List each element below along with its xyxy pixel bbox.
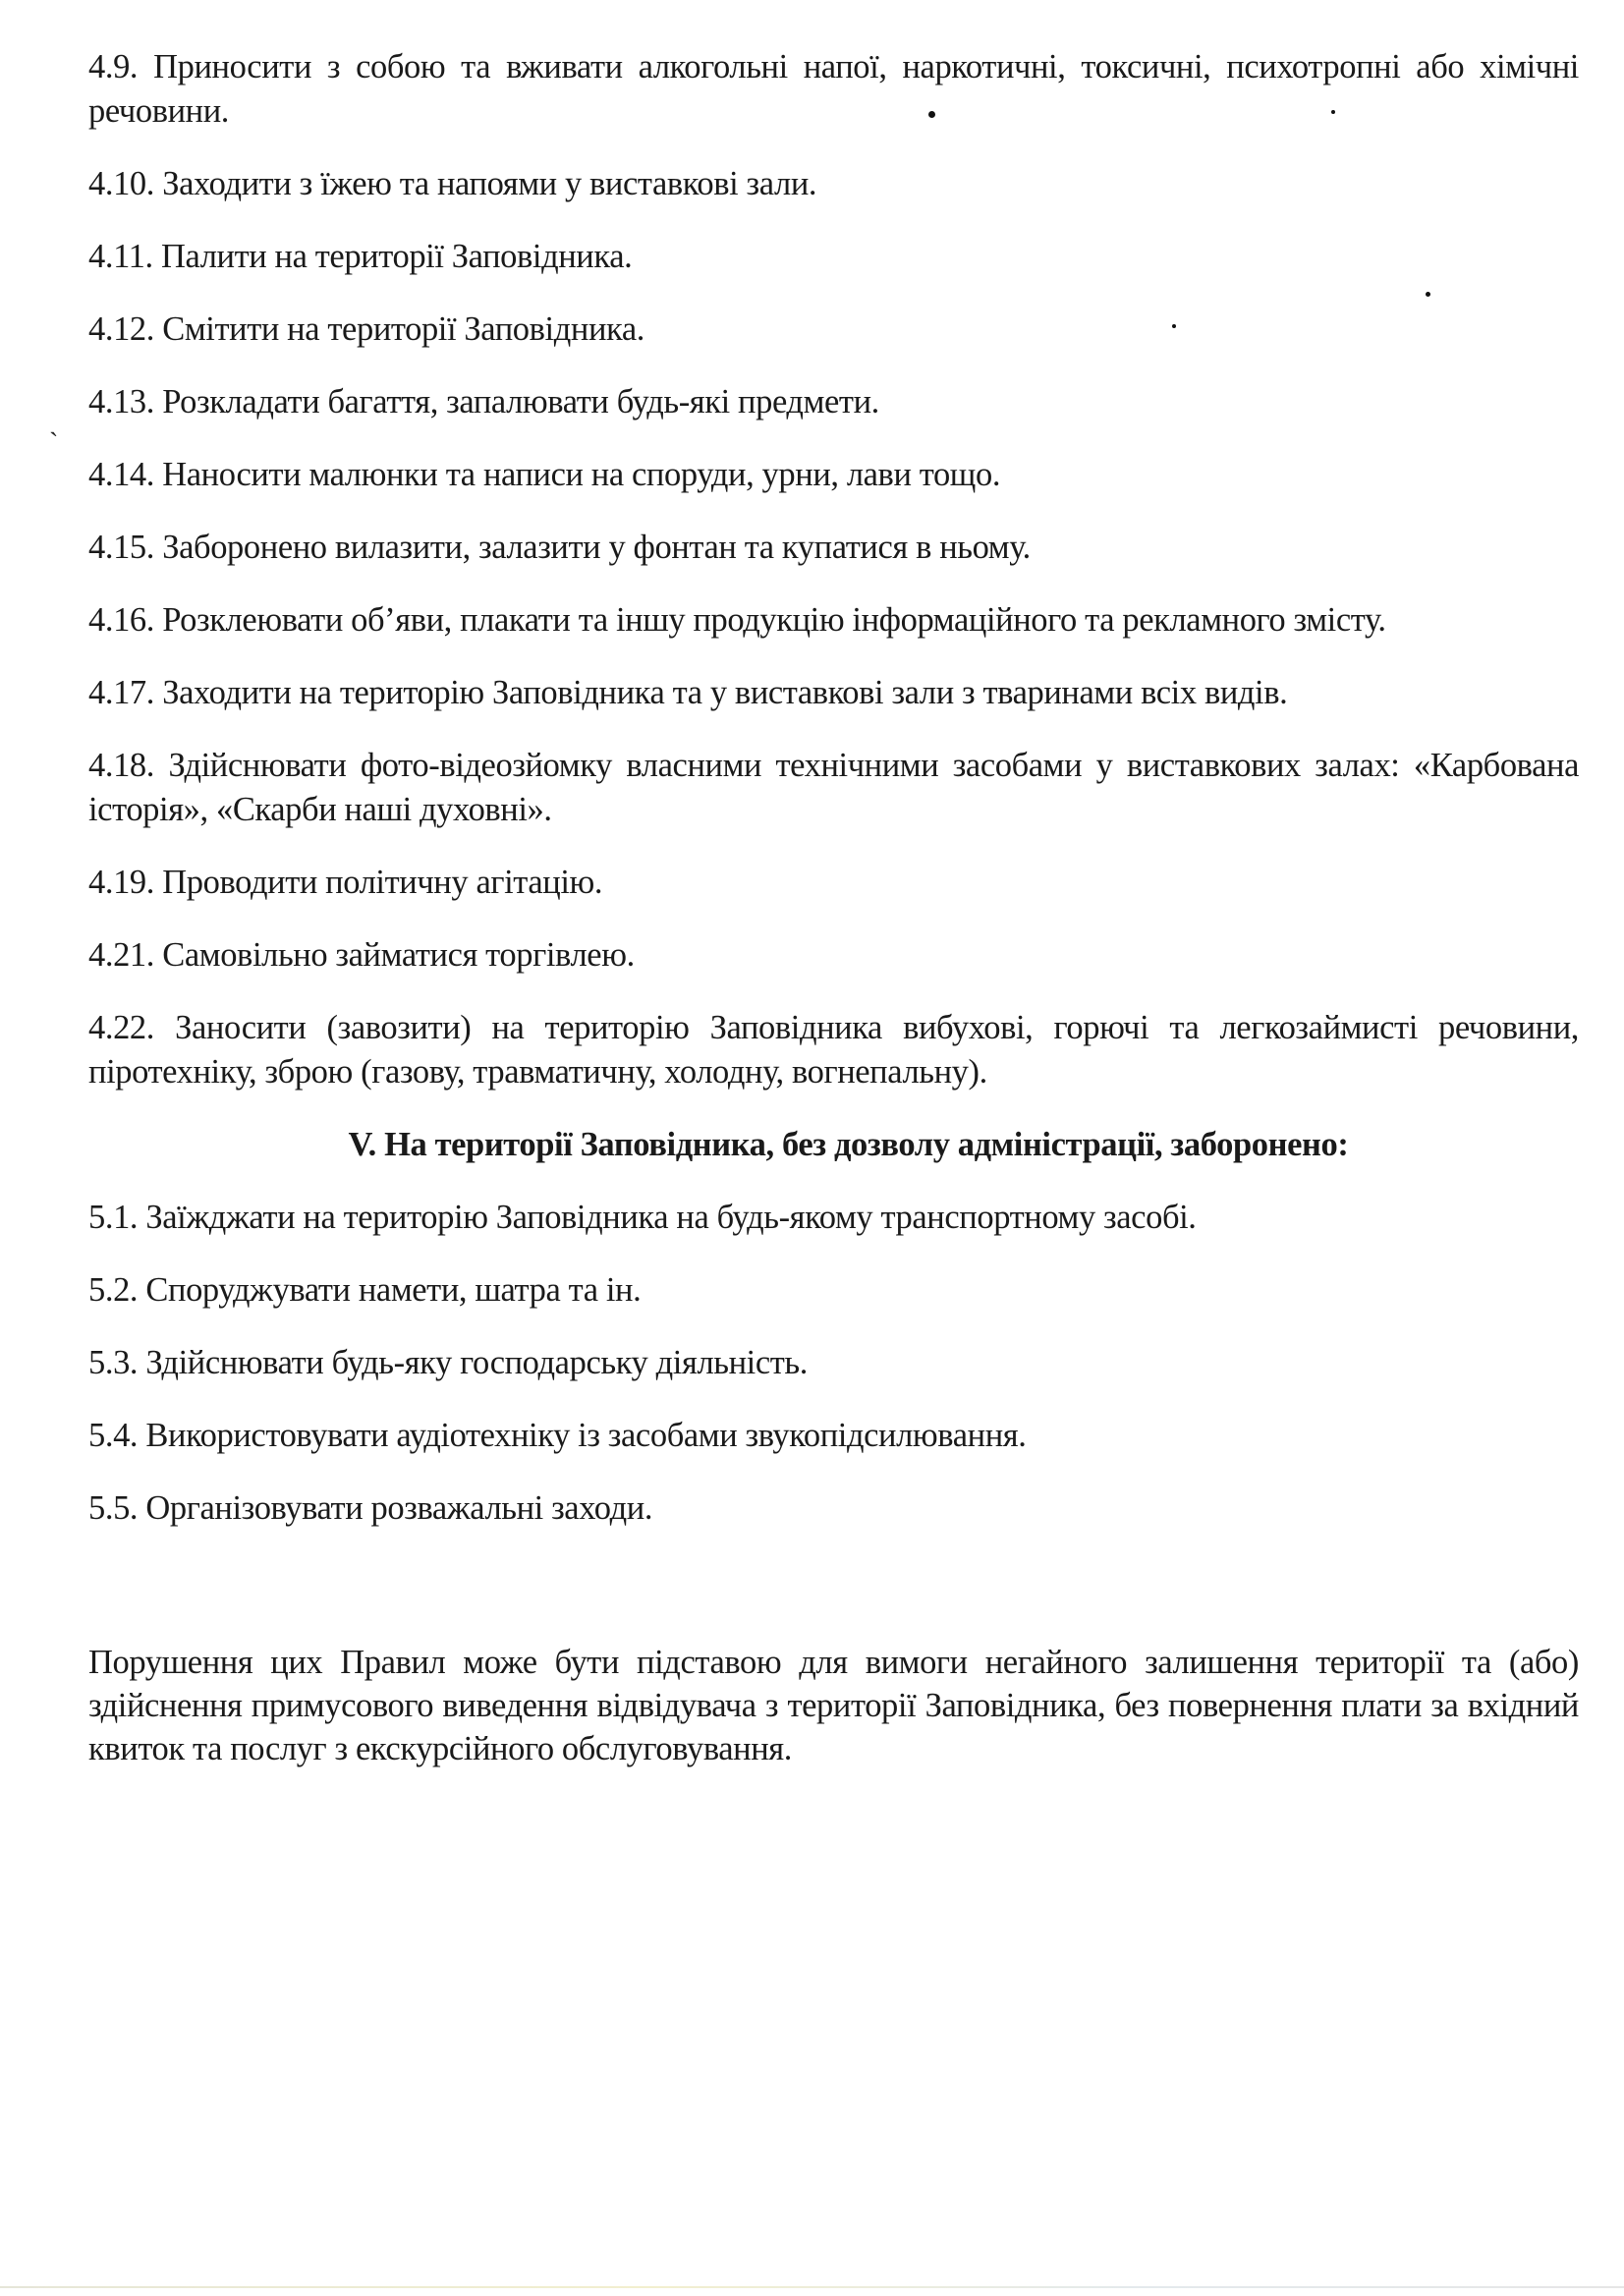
rule-text: Самовільно займатися торгівлею.	[162, 936, 635, 974]
scan-speck	[1426, 292, 1430, 297]
rule-item-4-19	[88, 861, 1579, 905]
rule-item-4-22	[88, 1006, 1579, 1094]
rule-item-5-4	[88, 1414, 1579, 1458]
rule-item-4-16	[88, 598, 1579, 643]
rule-item-5-2	[88, 1268, 1579, 1313]
rule-number: 4.17.	[88, 674, 155, 711]
rule-item-4-13	[88, 380, 1579, 424]
rule-text: Заносити (завозити) на територію Заповідника вибухові, горючі та легкозаймисті речовини, піротехніку, зброю (газову, травматичну, холодну, вогнепальну).	[88, 1009, 1580, 1091]
section-heading: V. На території Заповідника, без дозволу адміністрації, заборонено:	[348, 1126, 1349, 1163]
rule-number: 4.21.	[88, 936, 155, 974]
rule-number: 4.9.	[88, 48, 139, 85]
rule-number: 4.18.	[88, 747, 155, 784]
rule-number: 4.10.	[88, 165, 155, 202]
rule-text: Розкладати багаття, запалювати будь-які предмети.	[162, 383, 879, 420]
rule-number: 5.1.	[88, 1199, 139, 1236]
document-page	[88, 45, 1579, 1805]
rule-number: 4.12.	[88, 310, 155, 348]
scan-speck	[1172, 324, 1176, 328]
rule-text: Заїжджати на територію Заповідника на будь-якому транспортному засобі.	[145, 1199, 1197, 1236]
rule-number: 5.2.	[88, 1271, 139, 1309]
scan-speck	[1331, 110, 1335, 114]
rule-item-4-15	[88, 526, 1579, 570]
rule-text: Палити на території Заповідника.	[160, 238, 633, 275]
rule-text: Приносити з собою та вживати алкогольні напої, наркотичні, токсичні, психотропні або хімічні речовини.	[88, 48, 1579, 130]
scan-speck	[928, 111, 935, 118]
rule-text: Смітити на території Заповідника.	[162, 310, 644, 348]
rule-text: Проводити політичну агітацію.	[162, 864, 603, 901]
rule-item-4-12	[88, 308, 1579, 352]
rule-item-4-18	[88, 744, 1579, 832]
scan-mark: ˏ	[49, 407, 59, 437]
rule-item-4-14	[88, 453, 1579, 497]
rule-number: 4.16.	[88, 601, 155, 639]
rule-text: Заборонено вилазити, залазити у фонтан та купатися в ньому.	[162, 529, 1031, 566]
scan-edge-line	[0, 2286, 1624, 2288]
rule-item-5-5	[88, 1486, 1579, 1531]
rule-item-5-1	[88, 1196, 1579, 1240]
rule-number: 4.14.	[88, 456, 155, 493]
rule-item-4-11	[88, 235, 1579, 279]
rule-number: 5.5.	[88, 1489, 139, 1527]
rule-text: Організовувати розважальні заходи.	[145, 1489, 653, 1527]
rule-text: Використовувати аудіотехніку із засобами звукопідсилювання.	[145, 1417, 1027, 1454]
rule-item-5-3	[88, 1341, 1579, 1385]
rule-text: Здійснювати будь-яку господарську діяльність.	[145, 1344, 808, 1381]
rule-text: Наносити малюнки та написи на споруди, урни, лави тощо.	[162, 456, 1001, 493]
closing-paragraph: Порушення цих Правил може бути підставою для вимоги негайного залишення території та (або) здійснення примусового виведення відвідувача з території Заповідника, без повернення плати за вхідний квиток та послуг з екскурсійного обслуговування.	[88, 1644, 1579, 1767]
rule-text: Розклеювати об’яви, плакати та іншу продукцію інформаційного та рекламного змісту.	[162, 601, 1386, 639]
rule-number: 4.15.	[88, 529, 155, 566]
rule-item-4-9	[88, 45, 1579, 134]
rule-number: 4.22.	[88, 1009, 155, 1046]
rule-number: 4.19.	[88, 864, 155, 901]
rule-text: Здійснювати фото-відеозйомку власними технічними засобами у виставкових залах: «Карбована історія», «Скарби наші духовні».	[88, 747, 1579, 828]
rule-text: Заходити на територію Заповідника та у виставкові зали з тваринами всіх видів.	[162, 674, 1288, 711]
rule-number: 5.4.	[88, 1417, 139, 1454]
rule-item-4-10	[88, 162, 1579, 206]
rule-number: 4.11.	[88, 238, 153, 275]
rule-item-4-17	[88, 671, 1579, 715]
rule-item-4-21	[88, 933, 1579, 978]
rule-text: Споруджувати намети, шатра та ін.	[145, 1271, 642, 1309]
rule-text: Заходити з їжею та напоями у виставкові зали.	[162, 165, 817, 202]
rule-number: 4.13.	[88, 383, 155, 420]
rule-number: 5.3.	[88, 1344, 139, 1381]
